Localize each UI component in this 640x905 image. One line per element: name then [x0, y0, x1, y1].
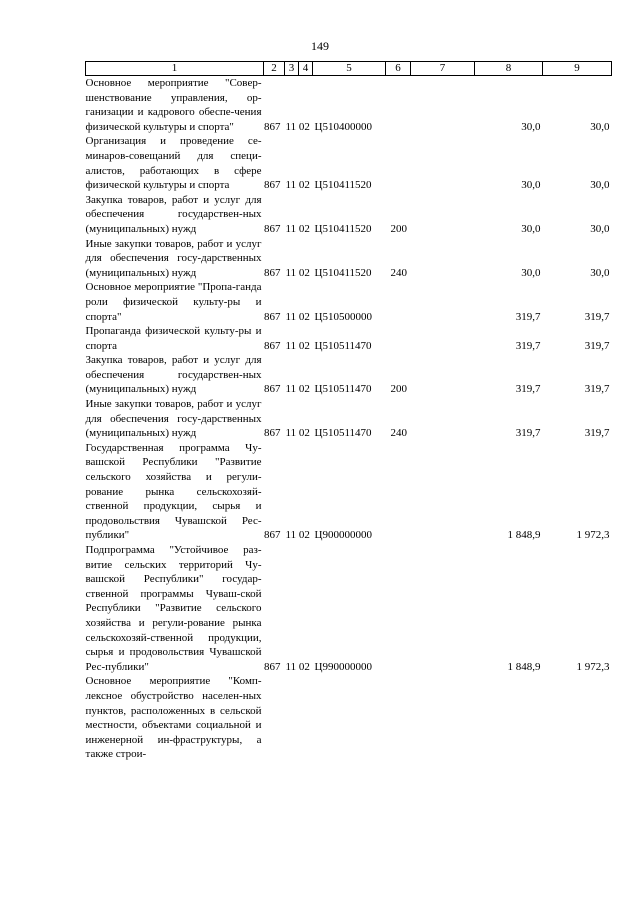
row-amount-year-1: 30,0 [521, 120, 541, 133]
row-amount-year-1: 30,0 [521, 266, 541, 279]
row-target-code: Ц510511470 [314, 383, 372, 396]
row-expense-type-code: 240 [390, 427, 407, 440]
table-body [86, 76, 612, 762]
row-col-7 [411, 397, 475, 441]
table-row [86, 324, 612, 353]
row-section-code: 11 02 [285, 222, 310, 235]
row-expense-type-code [386, 134, 411, 192]
row-col-7 [411, 193, 475, 237]
table-row [86, 280, 612, 324]
row-amount-year-1: 319,7 [515, 339, 541, 352]
table-row [86, 441, 612, 543]
row-ministry-code: 867 [264, 529, 281, 542]
row-section-code: 11 02 [285, 529, 310, 542]
row-target-code: Ц510411520 [314, 179, 372, 192]
row-name-cell: Закупка товаров, работ и услуг для обеспечения государствен-ных (муниципальных) нужд [85, 193, 262, 235]
header-col-1: 1 [86, 62, 264, 76]
header-col-2: 2 [264, 62, 285, 76]
table-row [86, 134, 612, 192]
row-ministry-code: 867 [264, 179, 281, 192]
row-expense-type-code [386, 543, 411, 674]
row-name-cell: Закупка товаров, работ и услуг для обеспечения государствен-ных (муниципальных) нужд [85, 354, 262, 396]
page-number: 149 [311, 39, 329, 53]
row-target-code [313, 674, 386, 762]
row-amount-year-1: 1 848,9 [507, 529, 541, 542]
row-ministry-code: 867 [264, 120, 281, 133]
row-target-code: Ц510511470 [314, 339, 372, 352]
table-header-row [86, 62, 612, 76]
table-row [86, 353, 612, 397]
row-section-code: 11 02 [285, 383, 310, 396]
row-name-cell: Иные закупки товаров, работ и услуг для обеспечения госу-дарственных (муниципальных) нужд [85, 398, 262, 440]
row-col-7 [411, 237, 475, 281]
header-col-3: 3 [285, 62, 299, 76]
row-amount-year-2: 30,0 [590, 179, 610, 192]
table-row [86, 193, 612, 237]
table-row [86, 397, 612, 441]
header-col-5: 5 [313, 62, 386, 76]
row-ministry-code [264, 674, 285, 762]
row-amount-year-1 [475, 674, 543, 762]
table-row [86, 237, 612, 281]
row-name-cell: Государственная программа Чу-вашской Республики "Развитие сельского хозяйства и регули-рование рынка сельскохозяй-ственной продукции, сырья и продовольствия Чувашской Рес-публики" [85, 441, 262, 542]
table-row [86, 674, 612, 762]
row-name-cell: Иные закупки товаров, работ и услуг для обеспечения госу-дарственных (муниципальных) нужд [85, 237, 262, 279]
row-target-code: Ц990000000 [314, 660, 372, 673]
row-section-code: 11 02 [285, 266, 310, 279]
row-target-code: Ц510400000 [314, 120, 372, 133]
row-name-cell: Подпрограмма "Устойчивое раз-витие сельских территорий Чу-вашской Республики" государ-ственной программы Чуваш-ской Республики "Развитие сельского хозяйства и регули-рование рынка сельскохозяй-ственной продукции, сырья и продовольствия Чувашской Рес-публики" [85, 544, 262, 673]
row-col-7 [411, 324, 475, 353]
row-name-cell: Пропаганда физической культу-ры и спорта [85, 325, 262, 352]
row-col-7 [411, 134, 475, 192]
row-expense-type-code [386, 280, 411, 324]
row-section-code: 11 02 [285, 310, 310, 323]
row-ministry-code: 867 [264, 310, 281, 323]
row-expense-type-code [386, 674, 411, 762]
row-amount-year-2: 319,7 [584, 383, 610, 396]
row-amount-year-2: 1 972,3 [576, 529, 610, 542]
row-expense-type-code [386, 324, 411, 353]
row-amount-year-2: 1 972,3 [576, 660, 610, 673]
row-ministry-code: 867 [264, 383, 281, 396]
header-col-7: 7 [411, 62, 475, 76]
row-section-code: 11 02 [285, 120, 310, 133]
row-col-7 [411, 441, 475, 543]
row-name-cell: Организация и проведение се-минаров-совещаний для специ-алистов, работающих в сфере физической культуры и спорта [85, 135, 262, 192]
row-amount-year-2: 30,0 [590, 120, 610, 133]
row-expense-type-code [386, 76, 411, 135]
row-section-code: 11 02 [285, 339, 310, 352]
row-target-code: Ц900000000 [314, 529, 372, 542]
row-name-cell: Основное мероприятие "Пропа-ганда роли физической культу-ры и спорта" [85, 281, 262, 323]
row-amount-year-1: 319,7 [515, 310, 541, 323]
header-col-8: 8 [475, 62, 543, 76]
header-col-4: 4 [299, 62, 313, 76]
table-row [86, 543, 612, 674]
row-amount-year-2: 30,0 [590, 222, 610, 235]
row-name-cell: Основное мероприятие "Комп-лексное обустройство населен-ных пунктов, расположенных в сельской местности, объектами социальной и инженерной ин-фраструктуры, а также строи- [85, 675, 262, 761]
budget-table [85, 61, 612, 762]
row-section-code: 11 02 [285, 179, 310, 192]
row-expense-type-code: 240 [390, 266, 407, 279]
row-col-7 [411, 674, 475, 762]
header-col-6: 6 [386, 62, 411, 76]
row-target-code: Ц510411520 [314, 266, 372, 279]
row-ministry-code: 867 [264, 339, 281, 352]
row-section-code [285, 674, 313, 762]
row-expense-type-code: 200 [390, 383, 407, 396]
row-target-code: Ц510411520 [314, 222, 372, 235]
row-amount-year-2: 319,7 [584, 339, 610, 352]
row-amount-year-1: 30,0 [521, 179, 541, 192]
row-amount-year-2: 319,7 [584, 310, 610, 323]
row-col-7 [411, 543, 475, 674]
row-section-code: 11 02 [285, 427, 310, 440]
row-ministry-code: 867 [264, 266, 281, 279]
header-col-9: 9 [543, 62, 612, 76]
row-col-7 [411, 76, 475, 135]
row-section-code: 11 02 [285, 660, 310, 673]
row-amount-year-2 [543, 674, 612, 762]
row-amount-year-2: 30,0 [590, 266, 610, 279]
row-amount-year-2: 319,7 [584, 427, 610, 440]
row-name-cell: Основное мероприятие "Совер-шенствование управления, ор-ганизации и кадрового обеспе-чения физической культуры и спорта" [85, 77, 262, 133]
row-amount-year-1: 319,7 [515, 383, 541, 396]
row-target-code: Ц510500000 [314, 310, 372, 323]
row-ministry-code: 867 [264, 427, 281, 440]
row-amount-year-1: 30,0 [521, 222, 541, 235]
row-amount-year-1: 319,7 [515, 427, 541, 440]
row-expense-type-code [386, 441, 411, 543]
row-expense-type-code: 200 [390, 222, 407, 235]
table-row [86, 76, 612, 135]
row-ministry-code: 867 [264, 222, 281, 235]
row-col-7 [411, 353, 475, 397]
row-target-code: Ц510511470 [314, 427, 372, 440]
row-ministry-code: 867 [264, 660, 281, 673]
row-amount-year-1: 1 848,9 [507, 660, 541, 673]
row-col-7 [411, 280, 475, 324]
